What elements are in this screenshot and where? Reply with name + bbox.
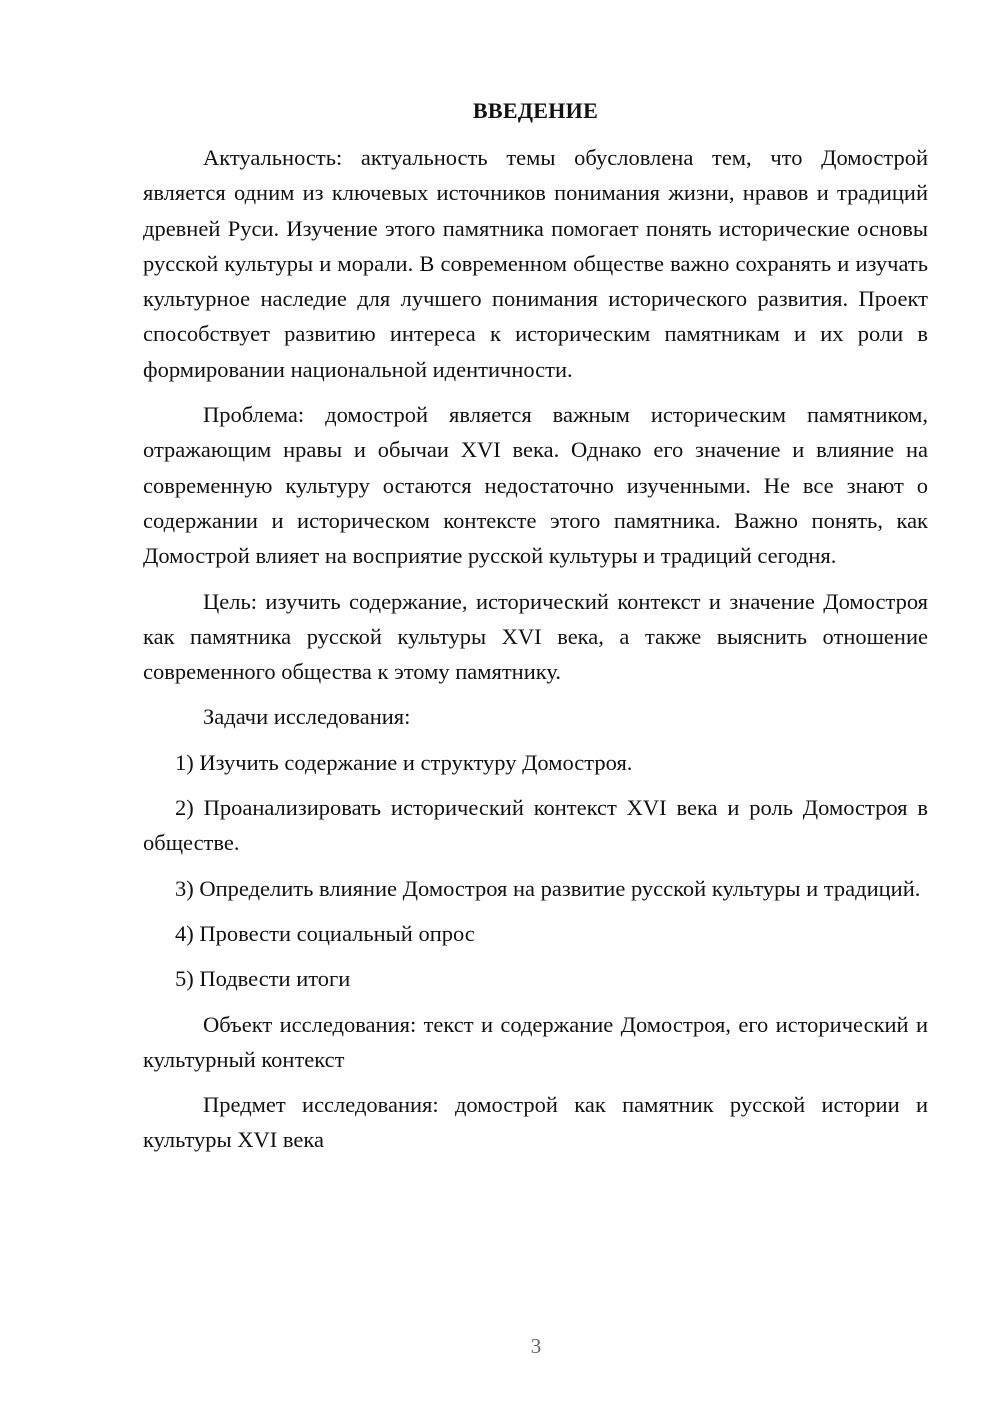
page-title: ВВЕДЕНИЕ — [472, 98, 599, 123]
relevance-paragraph: Актуальность: актуальность темы обусловлена тем, что Домострой является одним из ключевых источников понимания жизни, нравов и традиций древней Руси. Изучение этого памятника помогает понять исторические основы русской культуры и морали. В современном обществе важно сохранять и изучать культурное наследие для лучшего понимания исторического развития. Проект способствует развитию интереса к историческим памятникам и их роли в формировании национальной идентичности. — [143, 145, 928, 382]
problem-paragraph: Проблема: домострой является важным историческим памятником, отражающим нравы и обычаи XVI века. Однако его значение и влияние на современную культуру остаются недостаточно изученными. Не все знают о содержании и историческом контексте этого памятника. Важно понять, как Домострой влияет на восприятие русской культуры и традиций сегодня. — [143, 402, 928, 569]
task-item-4: 4) Провести социальный опрос — [175, 920, 475, 946]
task-item-5: 5) Подвести итоги — [175, 966, 351, 992]
page-number: 3 — [530, 1334, 542, 1358]
document-page — [143, 94, 928, 1168]
task-item-1: 1) Изучить содержание и структуру Домостроя. — [175, 749, 633, 775]
task-item-3: 3) Определить влияние Домостроя на развитие русской культуры и традиций. — [175, 875, 921, 901]
goal-paragraph: Цель: изучить содержание, исторический контекст и значение Домостроя как памятника русской культуры XVI века, а также выяснить отношение современного общества к этому памятнику. — [143, 588, 928, 685]
object-paragraph: Объект исследования: текст и содержание Домостроя, его исторический и культурный контекст — [143, 1011, 928, 1072]
subject-paragraph: Предмет исследования: домострой как памятник русской истории и культуры XVI века — [143, 1092, 928, 1153]
tasks-heading: Задачи исследования: — [203, 704, 411, 730]
task-item-2: 2) Проанализировать исторический контекст XVI века и роль Домостроя в обществе. — [143, 795, 928, 856]
